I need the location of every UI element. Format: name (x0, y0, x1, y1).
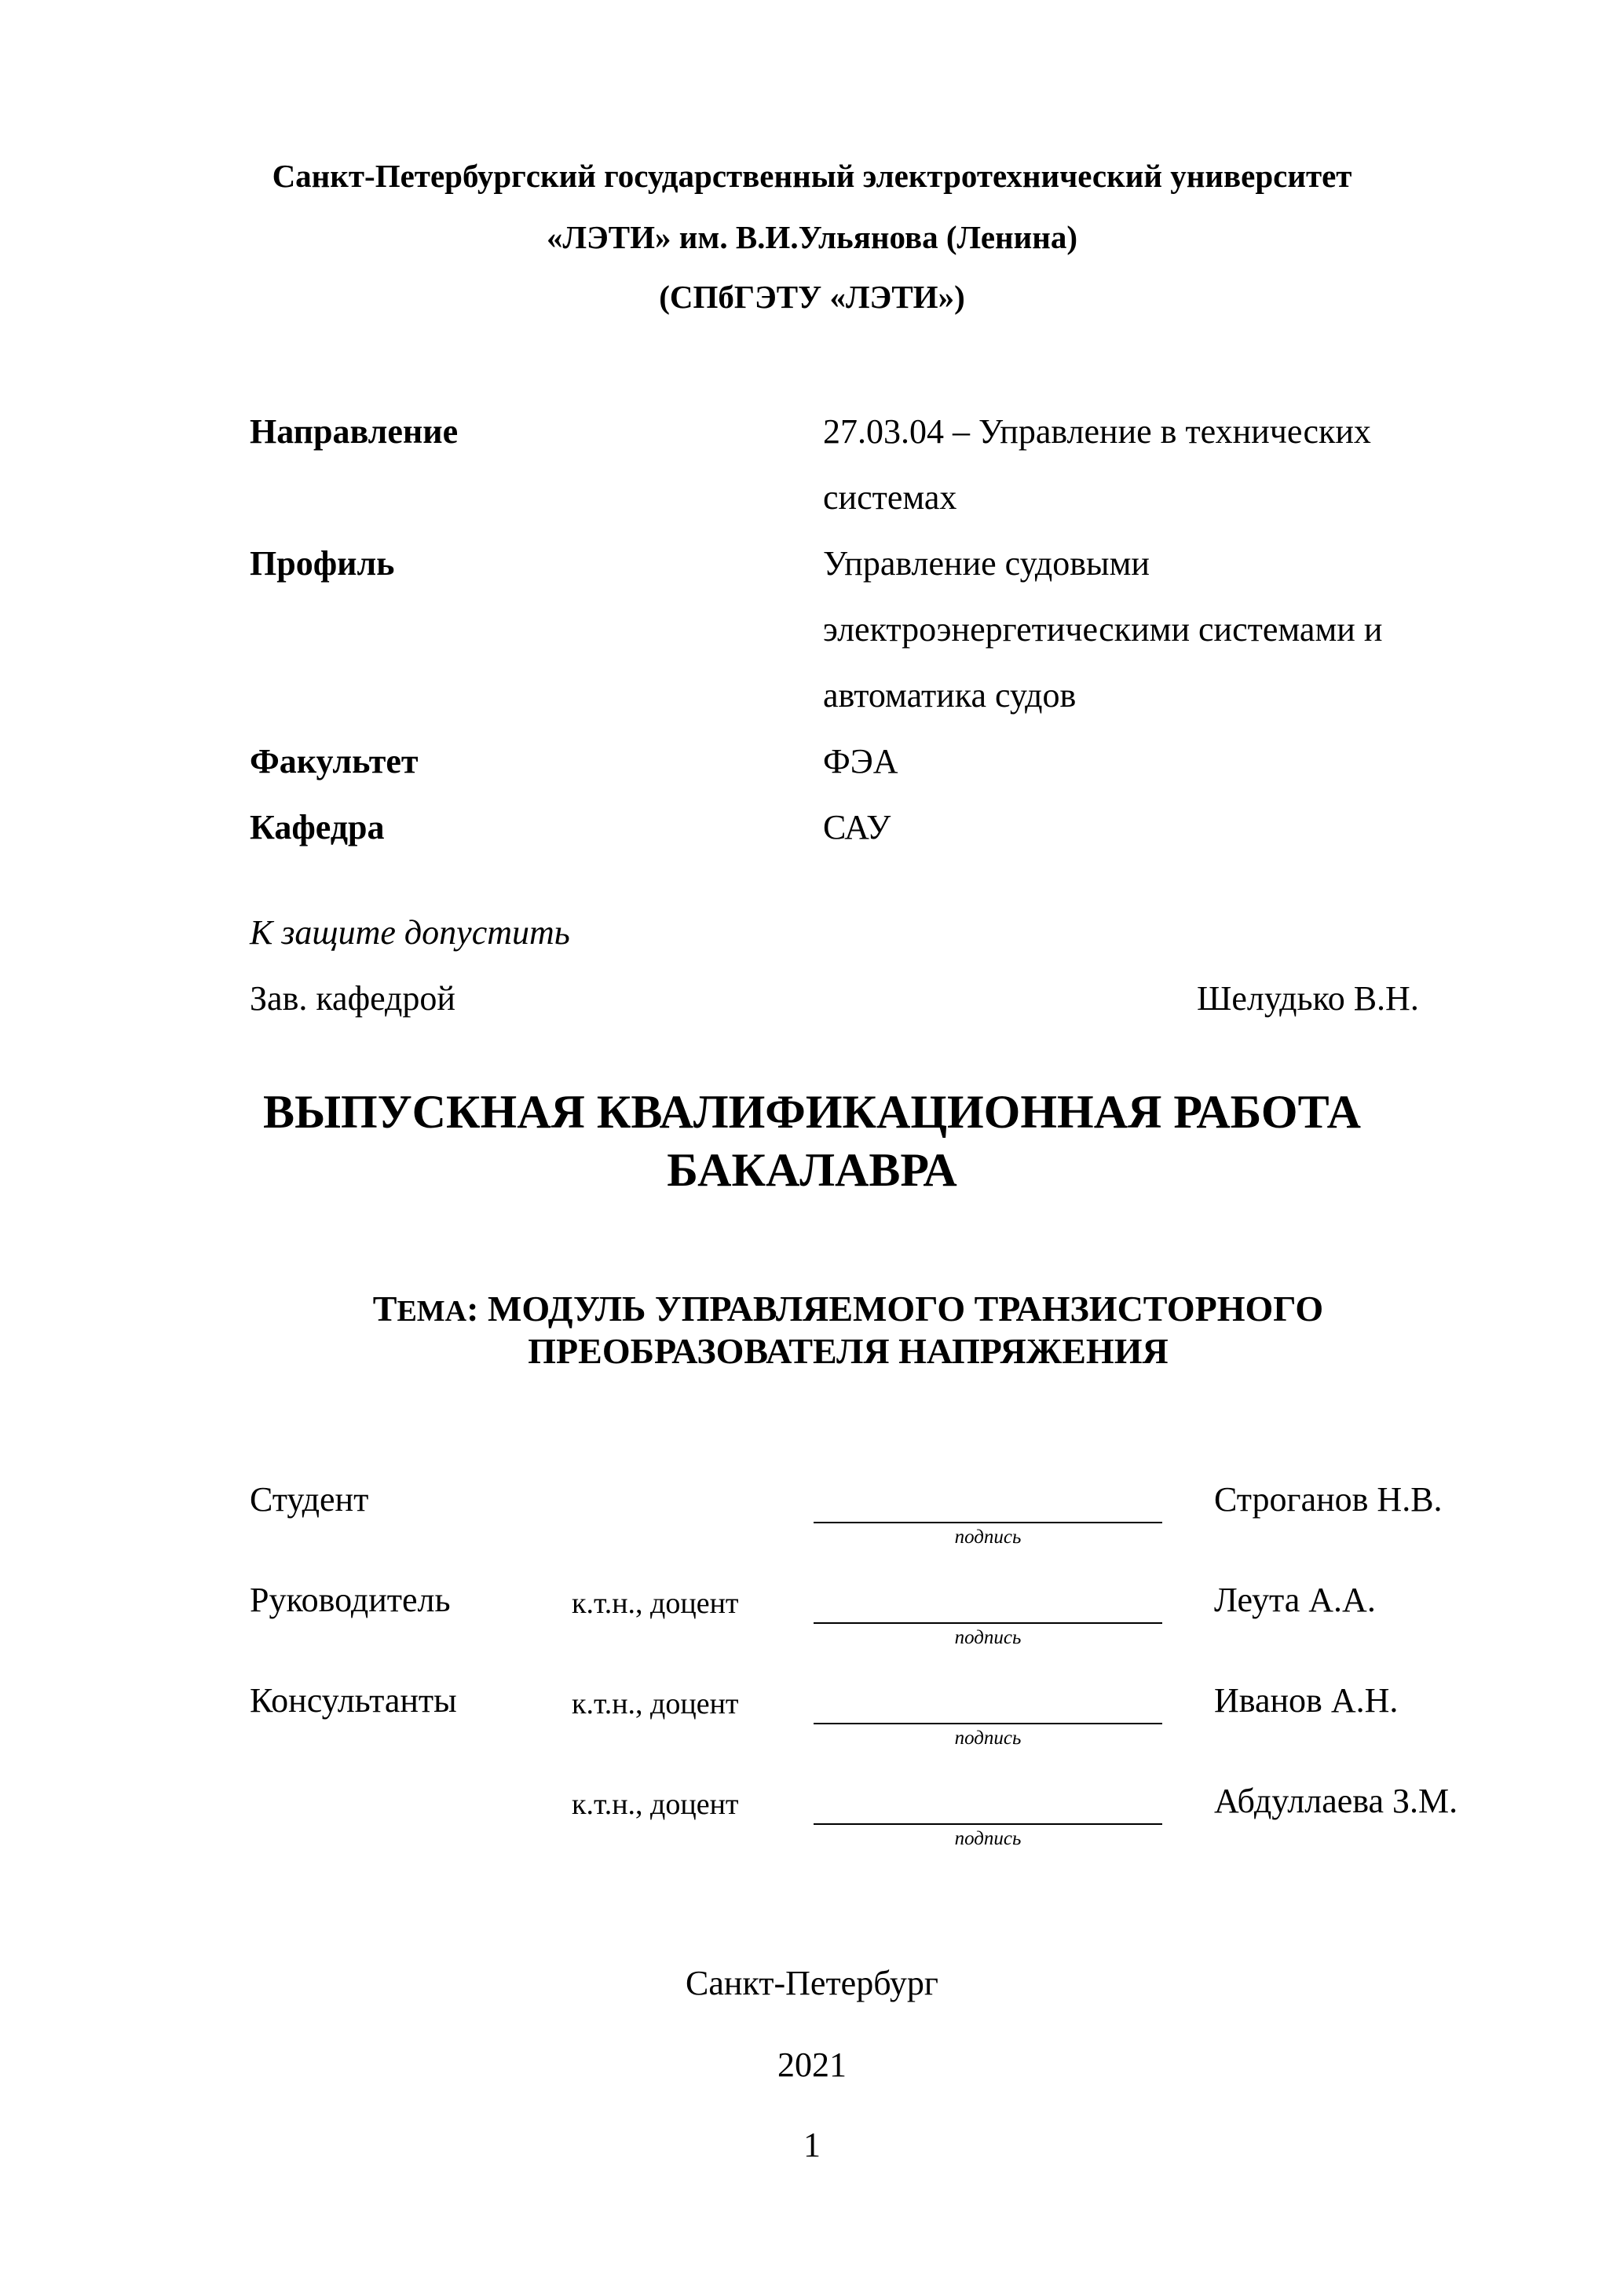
consultant-2-name: Абдуллаева З.М. (1214, 1782, 1458, 1820)
topic-text-line-1: МОДУЛЬ УПРАВЛЯЕМОГО ТРАНЗИСТОРНОГО (478, 1289, 1324, 1329)
supervisor-name: Леута А.А. (1214, 1581, 1376, 1619)
thesis-title-line-1: ВЫПУСКНАЯ КВАЛИФИКАЦИОННАЯ РАБОТА (263, 1086, 1361, 1138)
page-number: 1 (803, 2126, 821, 2164)
profile-value-line-2: электроэнергетическими системами и (823, 610, 1383, 649)
student-role: Студент (250, 1480, 369, 1519)
consultant-1-signature-line (814, 1723, 1162, 1724)
student-name: Строганов Н.В. (1214, 1480, 1443, 1519)
topic-line-1 (0, 1288, 1624, 1329)
faculty-value: ФЭА (823, 742, 898, 781)
supervisor-role: Руководитель (250, 1581, 451, 1619)
profile-value-line-1: Управление судовыми (823, 544, 1150, 583)
department-value: САУ (823, 808, 891, 846)
topic-line-2: ПРЕОБРАЗОВАТЕЛЯ НАПРЯЖЕНИЯ (528, 1331, 1169, 1371)
consultant-1-signature-caption: подпись (954, 1727, 1022, 1749)
university-name: Санкт-Петербургский государственный электротехнический университет (272, 158, 1352, 194)
student-signature-line (814, 1522, 1162, 1523)
student-signature-caption: подпись (954, 1526, 1022, 1548)
profile-value-line-3: автоматика судов (823, 676, 1077, 715)
supervisor-signature-line (814, 1622, 1162, 1624)
supervisor-degree: к.т.н., доцент (572, 1587, 739, 1620)
thesis-title-line-2: БАКАЛАВРА (667, 1144, 957, 1196)
topic-colon: : (466, 1289, 479, 1329)
university-short-name: «ЛЭТИ» им. В.И.Ульянова (Ленина) (546, 219, 1078, 255)
admission-note: К защите допустить (250, 913, 570, 952)
profile-label: Профиль (250, 544, 395, 583)
consultant-2-signature-line (814, 1823, 1162, 1825)
consultant-1-name: Иванов А.Н. (1214, 1681, 1399, 1720)
consultants-role: Консультанты (250, 1681, 457, 1720)
consultant-2-signature-caption: подпись (954, 1828, 1022, 1849)
university-abbreviation: (СПбГЭТУ «ЛЭТИ») (659, 279, 965, 315)
city: Санкт-Петербург (686, 1964, 938, 2002)
direction-label: Направление (250, 412, 459, 451)
topic-prefix-first: Т (372, 1289, 397, 1329)
department-label: Кафедра (250, 808, 385, 846)
year: 2021 (777, 2046, 847, 2084)
consultant-1-degree: к.т.н., доцент (572, 1687, 739, 1720)
direction-value-line-1: 27.03.04 – Управление в технических (823, 412, 1371, 451)
faculty-label: Факультет (250, 742, 419, 781)
consultant-2-degree: к.т.н., доцент (572, 1788, 739, 1821)
direction-value-line-2: системах (823, 478, 957, 517)
supervisor-signature-caption: подпись (954, 1627, 1022, 1648)
head-of-department-label: Зав. кафедрой (250, 979, 455, 1018)
head-of-department-name: Шелудько В.Н. (1197, 979, 1419, 1018)
topic-prefix-rest: ЕМА (397, 1295, 467, 1328)
